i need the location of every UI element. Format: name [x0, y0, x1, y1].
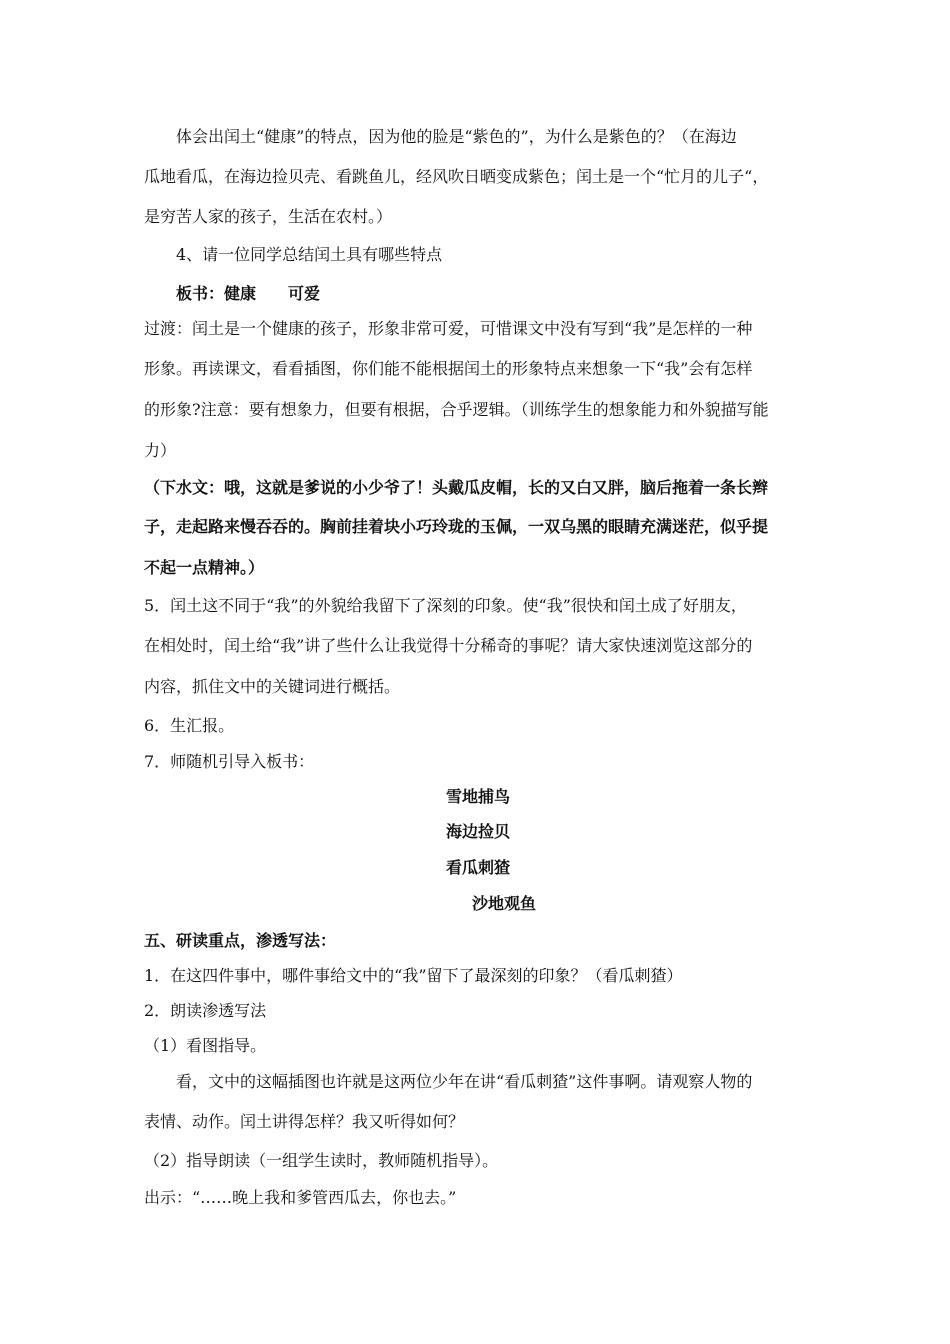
sub-item-1: （1）看图指导。	[144, 1036, 267, 1055]
board-item: 雪地捕鸟	[446, 787, 511, 806]
board-writing-1: 板书：健康 可爱	[176, 284, 321, 303]
question-2: 2．朗读渗透写法	[144, 1001, 267, 1020]
transition-line: 过渡：闰土是一个健康的孩子，形象非常可爱，可惜课文中没有写到“我”是怎样的一种	[144, 319, 753, 338]
step-5-line: 内容，抓住文中的关键词进行概括。	[144, 677, 401, 696]
step-5-line: 在相处时，闰土给“我”讲了些什么让我觉得十分稀奇的事呢？请大家快速浏览这部分的	[144, 636, 753, 655]
board-item: 沙地观鱼	[472, 894, 537, 913]
board-item: 看瓜刺猹	[446, 858, 511, 877]
transition-line: 形象。再读课文，看看插图，你们能不能根据闰土的形象特点来想象一下“我”会有怎样	[144, 359, 753, 378]
model-text-line: 子，走起路来慢吞吞的。胸前挂着块小巧玲珑的玉佩，一双乌黑的眼睛充满迷茫，似乎提	[144, 517, 769, 536]
paragraph-line: 是穷苦人家的孩子，生活在农村。）	[144, 207, 393, 226]
step-7: 7．师随机引导入板书：	[144, 752, 315, 771]
transition-line: 力）	[144, 441, 177, 460]
sub-item-1-text: 表情、动作。闰土讲得怎样？我又听得如何？	[144, 1112, 465, 1131]
paragraph-line: 体会出闰土“健康”的特点，因为他的脸是“紫色的”，为什么是紫色的？（在海边	[176, 127, 737, 146]
sub-item-2: （2）指导朗读（一组学生读时，教师随机指导）。	[144, 1151, 499, 1170]
sub-item-1-text: 看，文中的这幅插图也许就是这两位少年在讲“看瓜刺猹”这件事啊。请观察人物的	[176, 1072, 753, 1091]
step-4: 4、请一位同学总结闰土具有哪些特点	[176, 245, 443, 264]
paragraph-line: 瓜地看瓜，在海边捡贝壳、看跳鱼儿，经风吹日晒变成紫色；闰土是一个“忙月的儿子“，	[144, 167, 769, 186]
section-heading: 五、研读重点，渗透写法：	[144, 931, 337, 950]
question-1: 1．在这四件事中，哪件事给文中的“我”留下了最深刻的印象？（看瓜刺猹）	[144, 966, 683, 985]
model-text-line: （下水文：哦，这就是爹说的小少爷了！头戴瓜皮帽，长的又白又胖，脑后拖着一条长辫	[144, 478, 769, 497]
transition-line: 的形象?注意：要有想象力，但要有根据，合乎逻辑。（训练学生的想象能力和外貌描写能	[144, 400, 769, 419]
step-5-line: 5．闰土这不同于“我”的外貌给我留下了深刻的印象。使“我”很快和闰土成了好朋友，	[144, 596, 747, 615]
step-6: 6．生汇报。	[144, 716, 235, 735]
show-text: 出示：“……晚上我和爹管西瓜去，你也去。”	[144, 1188, 457, 1207]
model-text-line: 不起一点精神。）	[144, 558, 265, 577]
board-item: 海边捡贝	[446, 822, 511, 841]
